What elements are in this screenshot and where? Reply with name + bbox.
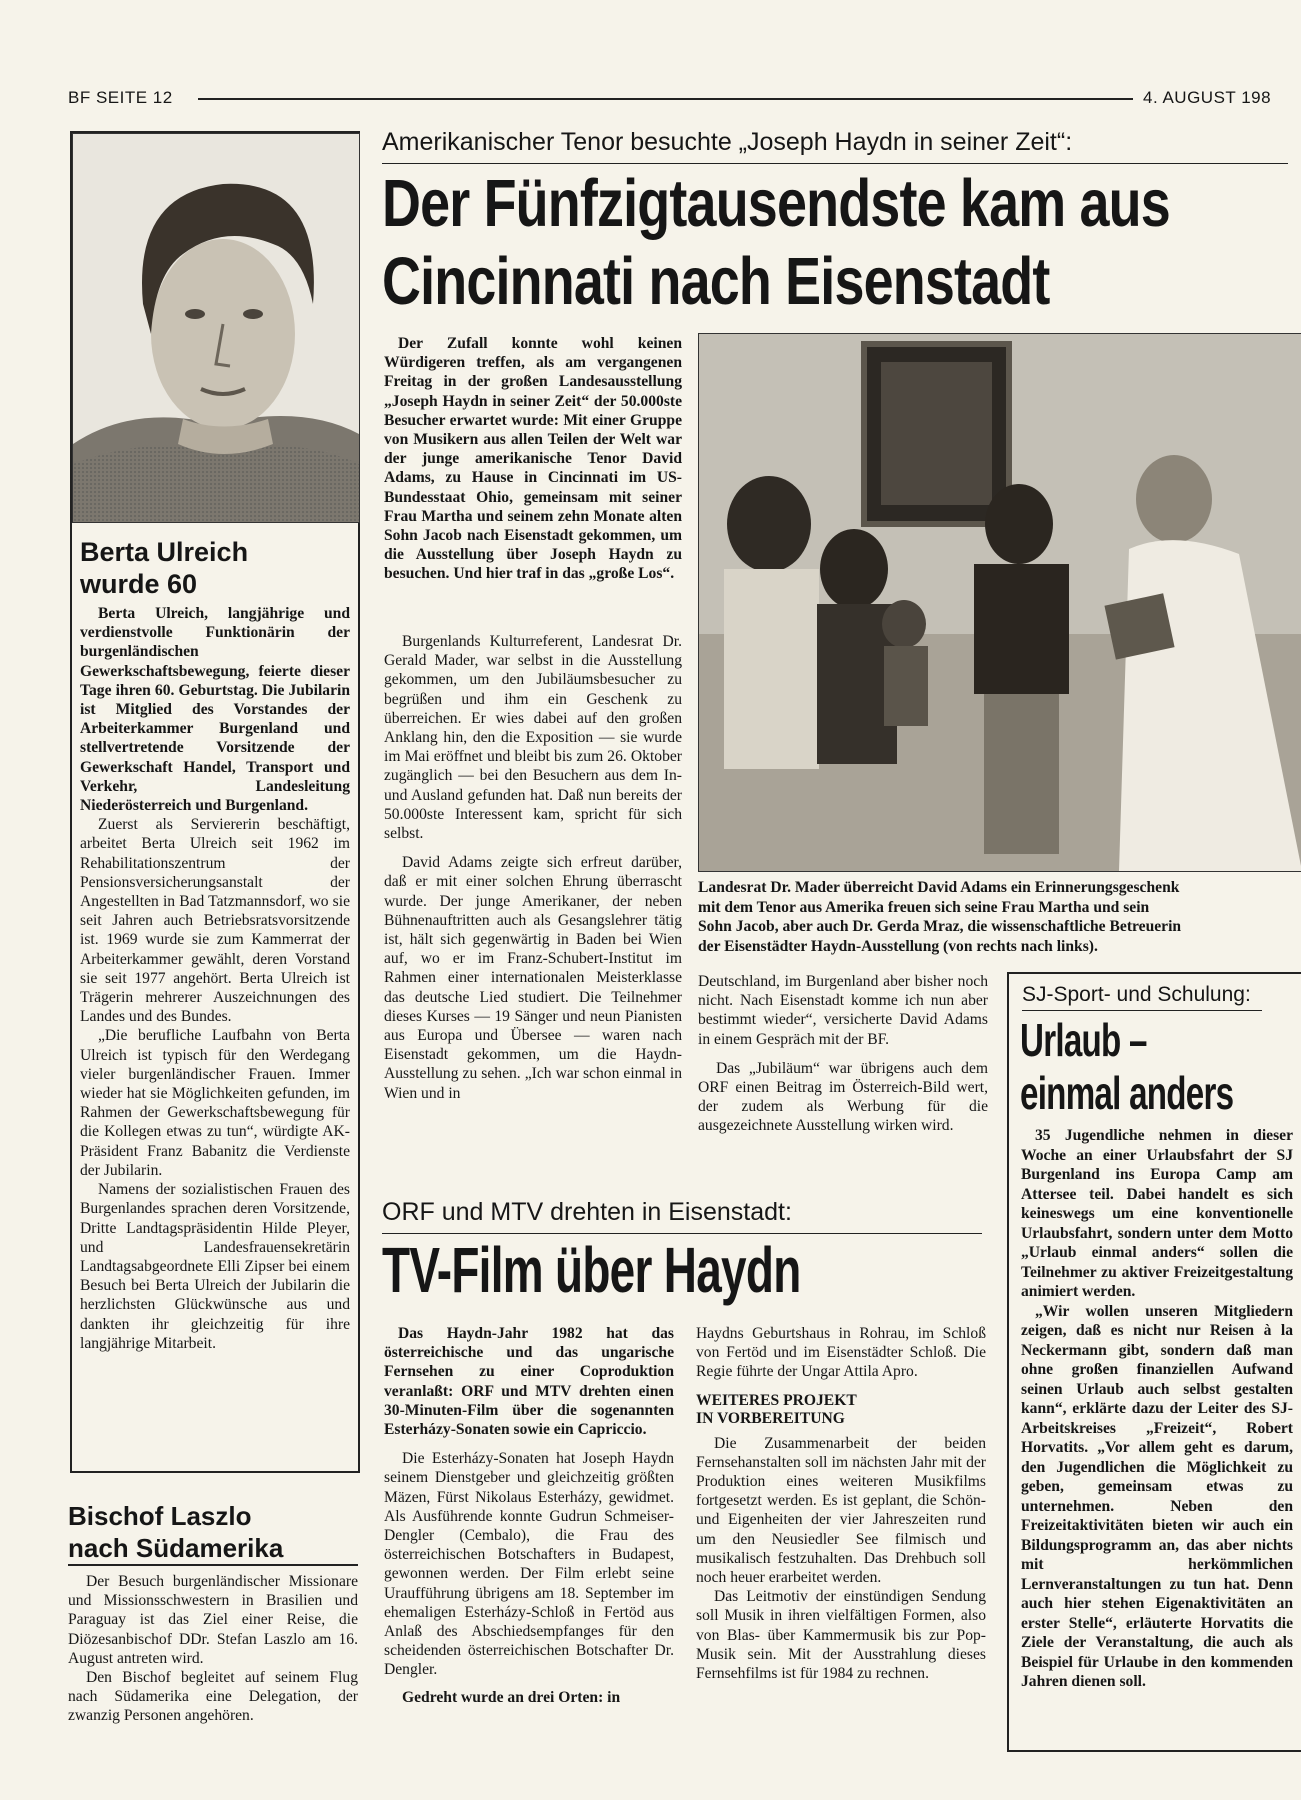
caption-line-3: Sohn Jacob, aber auch Dr. Gerda Mraz, die wissenschaftliche Betreuerin (698, 918, 1182, 935)
bischof-headline (68, 1500, 358, 1564)
tv-paragraph-1: Die Esterházy-Sonaten hat Joseph Haydn seinem Dienstgeber und gleichzeitig größten Mäzen, Fürst Nikolaus Esterházy, gewidmet. Als Ausführende konnte Gudrun Schmeiser-Dengler (Cembalo), die Frau des österreichischen Botschafters in Budapest, gewonnen werden. Der Film erlebt seine Uraufführung übrigens am 18. September im ehemaligen Esterházy-Schloß in Fertöd aus Anlaß des Abschiedsempfanges für den scheidenden österreichischen Botschafter Dr. Dengler. (384, 1450, 674, 1679)
berta-headline-line-2: wurde 60 (80, 569, 198, 599)
main-body-column-3 (698, 972, 988, 1136)
tv-paragraph-2: Gedreht wurde an drei Orten: in (402, 1688, 621, 1706)
berta-paragraph-2: „Die berufliche Laufbahn von Berta Ulreich ist typisch für den Werdegang vieler burgenländischer Frauen. Immer wieder hat sie Möglichkeiten gefunden, im Rahmen der Gewerkschaftsbewegung für die Kollegen etwas zu tun“, würdigte AK-Präsident Franz Babanitz die Verdienste der Jubilarin. (80, 1027, 350, 1179)
tv-kicker: ORF und MTV drehten in Eisenstadt: (382, 1198, 792, 1226)
main-paragraph-2: David Adams zeigte sich erfreut darüber, daß er mit einer solchen Ehrung überrascht wurde. Der junge Amerikaner, der neben Bühnenauftritten auch als Gesangslehrer tätig ist, hält sich gegenwärtig in Baden bei Wien auf, wo er im Franz-Schubert-Institut im Rahmen einer internationalen Meisterklasse das deutsche Lied studiert. Die Teilnehmer dieses Kurses — 19 Sänger und neun Pianisten aus Europa und Übersee — waren nach Eisenstadt gekommen, um die Haydn-Ausstellung zu sehen. „Ich war schon einmal in Wien und in (384, 854, 682, 1102)
tv-lead-paragraph: Das Haydn-Jahr 1982 hat das österreichische und das ungarische Fernsehen zu einer Coproduktion veranlaßt: ORF und MTV drehten einen 30-Minuten-Film über die sogenannten Esterházy-Sonaten sowie ein Capriccio. (384, 1325, 674, 1439)
main-headline-line-2: Cincinnati nach Eisenstadt (382, 244, 1050, 319)
bischof-article-body (68, 1572, 358, 1726)
tv-paragraph-4: Die Zusammenarbeit der beiden Fernsehanstalten soll im nächsten Jahr mit der Produktion eines weiteren Musikfilms fortgesetzt werden. Es ist geplant, die Schön- und Eigenheiten der vier Jahreszeiten rund um den Neusiedler See filmisch und musikalisch festzuhalten. Das Drehbuch soll noch heuer erarbeitet werden. (696, 1434, 986, 1587)
caption-line-2: mit dem Tenor aus Amerika freuen sich seine Frau Martha und sein (698, 898, 1150, 916)
tv-paragraph-5: Das Leitmotiv der einstündigen Sendung soll Musik in ihren vielfältigen Formen, also von Blas- über Kammermusik bis zur Pop-Musik sein. Mit der Ausstrahlung dieses Fernsehfilms ist für 1984 zu rechnen. (696, 1588, 986, 1683)
bischof-paragraph-2: Den Bischof begleitet auf seinem Flug nach Südamerika eine Delegation, der zwanzig Personen angehören. (68, 1669, 358, 1725)
header-rule (198, 98, 1133, 100)
main-kicker: Amerikanischer Tenor besuchte „Joseph Haydn in seiner Zeit“: (382, 128, 1073, 156)
page-number-header: BF SEITE 12 (68, 88, 173, 107)
bischof-paragraph-1: Der Besuch burgenländischer Missionare und Missionsschwestern in Brasilien und Paraguay ist das Ziel einer Reise, die Diözesanbischof DDr. Stefan Laszlo am 16. August antreten wird. (68, 1573, 358, 1667)
berta-lead-paragraph: Berta Ulreich, langjährige und verdienstvolle Funktionärin der burgenländischen Gewerkschaftsbewegung, feierte dieser Tage ihren 60. Geburtstag. Die Jubilarin ist Mitglied des Vorstandes der Arbeiterkammer Burgenland und stellvertretende Vorsitzende der Gewerkschaft Handel, Transport und Verkehr, Landesleitung Niederösterreich und Burgenland. (80, 605, 350, 815)
main-headline-line-1: Der Fünfzigtausendste kam aus (382, 166, 1170, 241)
main-body-column-1 (384, 632, 682, 1103)
tv-body-column-2 (696, 1324, 986, 1683)
berta-paragraph-1: Zuerst als Serviererin beschäftigt, arbeitet Berta Ulreich seit 1962 im Rehabilitationszentrum der Pensionsversicherungsanstalt der Angestellten in Bad Tatzmannsdorf, wo sie seit Jahren auch Betriebsratsvorsitzende ist. 1969 wurde sie zum Kammerrat der Arbeiterkammer gewählt, deren Vorstand sie seit 1977 angehört. Berta Ulreich ist Trägerin mehrerer Auszeichnungen des Landes und des Bundes. (80, 816, 350, 1026)
main-lead (384, 334, 682, 584)
main-paragraph-4: Das „Jubiläum“ war übrigens auch dem ORF einen Beitrag im Österreich-Bild wert, der zudem als Werbung für die ausgezeichnete Ausstellung wirken wird. (698, 1059, 988, 1135)
photo-caption (698, 878, 1301, 956)
tv-crosshead (696, 1392, 986, 1428)
berta-paragraph-3: Namens der sozialistischen Frauen des Burgenlandes sprachen deren Vorsitzende, Dritte Landtagspräsidentin Hilde Pleyer, und Landesfrauensekretärin Landtagsabgeordnete Elli Zipser bei einem Besuch bei Berta Ulreich der Jubilarin die herzlichsten Glückwünsche aus und dankten ihr gleichzeitig für ihre langjährige Mitarbeit. (80, 1181, 350, 1352)
tv-paragraph-3: Haydns Geburtshaus in Rohrau, im Schloß von Fertöd und im Eisenstädter Schloß. Die Regie führte der Ungar Attila Apro. (696, 1325, 986, 1381)
sj-lead-paragraph: 35 Jugendliche nehmen in dieser Woche an einer Urlaubsfahrt der SJ Burgenland ins Europa Camp am Attersee teil. Dabei handelt es sich keineswegs um eine konventionelle Urlaubsfahrt, sondern unter dem Motto „Urlaub einmal anders“ sollen die Teilnehmer zu aktiver Freizeitgestaltung animiert werden. (1021, 1127, 1293, 1300)
main-kicker-rule (382, 163, 1288, 164)
group-photo-illustration (699, 334, 1301, 871)
berta-article-body (80, 604, 350, 1353)
portrait-illustration (73, 134, 359, 522)
berta-headline (80, 536, 350, 600)
sj-kicker: SJ-Sport- und Schulung: (1022, 983, 1251, 1006)
sj-headline-line-2: einmal anders (1020, 1067, 1234, 1119)
bischof-headline-line-1: Bischof Laszlo (68, 1501, 252, 1531)
caption-line-4: der Eisenstädter Haydn-Ausstellung (von rechts nach links). (698, 937, 1098, 955)
main-lead-paragraph: Der Zufall konnte wohl keinen Würdigeren treffen, als am vergangenen Freitag in der großen Landesausstellung „Joseph Haydn in seiner Zeit“ der 50.000ste Besucher erwartet wurde: Mit einer Gruppe von Musikern aus allen Teilen der Welt war der junge amerikanische Tenor David Adams, zu Hause in Cincinnati im US-Bundesstaat Ohio, gemeinsam mit seiner Frau Martha und seinem zehn Monate alten Sohn Jacob nach Eisenstadt gekommen, um die Ausstellung über Joseph Haydn zu besuchen. Und hier traf in das „große Los“. (384, 335, 682, 583)
berta-headline-line-1: Berta Ulreich (80, 537, 249, 567)
group-photo (698, 333, 1301, 872)
main-paragraph-1: Burgenlands Kulturreferent, Landesrat Dr. Gerald Mader, war selbst in die Ausstellung gekommen, um den Jubiläumsbesucher zu begrüßen und ihm ein Geschenk zu überreichen. Er wies dabei auf den großen Anklang hin, den die Exposition — sie wurde im Mai eröffnet und bleibt bis zum 26. Oktober zugänglich — bei den Besuchern aus dem In- und Ausland gefunden hat. Daß nun bereits der 50.000ste Interessent kam, spricht für sich selbst. (384, 633, 682, 843)
tv-crosshead-line-2: IN VORBEREITUNG (696, 1409, 845, 1427)
sj-headline-line-1: Urlaub – (1020, 1014, 1147, 1066)
tv-crosshead-line-1: WEITERES PROJEKT (696, 1391, 857, 1409)
tv-body-column-1 (384, 1324, 674, 1707)
portrait-photo (72, 133, 360, 523)
tv-headline: TV-Film über Haydn (382, 1234, 801, 1306)
caption-line-1: Landesrat Dr. Mader überreicht David Adams ein Erinnerungsgeschenk (698, 879, 1180, 896)
sj-kicker-rule (1022, 1010, 1262, 1011)
bischof-rule (68, 1564, 358, 1566)
sj-article-body (1021, 1126, 1293, 1692)
bischof-headline-line-2: nach Südamerika (68, 1533, 284, 1563)
main-paragraph-3: Deutschland, im Burgenland aber bisher noch nicht. Nach Eisenstadt komme ich nun aber bestimmt wieder“, versicherte David Adams in einem Gespräch mit der BF. (698, 973, 988, 1048)
issue-date-header: 4. AUGUST 198 (1143, 88, 1272, 107)
sj-paragraph-1: „Wir wollen unseren Mitgliedern zeigen, daß es nicht nur Reisen à la Neckermann gibt, sondern daß man ohne großen finanziellen Aufwand seinen Urlaub auch selbst gestalten kann“, erklärte dazu der Leiter des SJ-Arbeitskreises „Freizeit“, Robert Horvatits. „Vor allem geht es darum, den Jugendlichen die Möglichkeit zu geben, gemeinsam etwas zu unternehmen. Neben den Freizeitaktivitäten bieten wir auch ein Bildungsprogramm an, das aber nichts mit herkömmlichen Lernveranstaltungen zu tun hat. Denn auch hier stehen Eigenaktivitäten an erster Stelle“, erläuterte Horvatits die Ziele der Veranstaltung, die auch als Beispiel für Urlaube in den kommenden Jahren dienen soll. (1021, 1302, 1293, 1690)
